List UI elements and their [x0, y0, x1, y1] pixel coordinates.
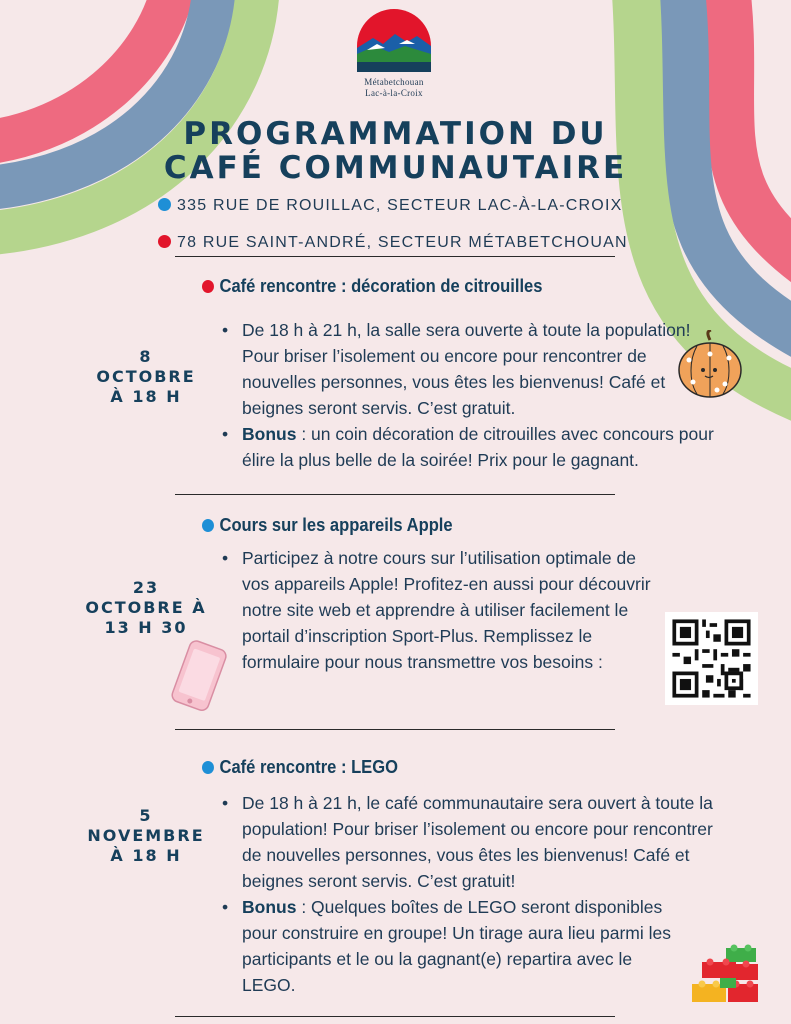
date-day: 8: [139, 347, 153, 366]
bonus-label: Bonus: [242, 897, 297, 917]
logo-emblem-icon: [355, 8, 433, 72]
logo-line-2: Lac-à-la-Croix: [365, 88, 423, 98]
date-time: 13 H 30: [104, 618, 188, 637]
event-2-description: [216, 545, 656, 675]
date-month: OCTOBRE À: [85, 598, 207, 617]
phone-icon: [164, 638, 236, 714]
event-title-text: Café rencontre : LEGO: [219, 757, 399, 777]
bullet-text: Participez à notre cours sur l’utilisation optimale de vos appareils Apple! Profitez-en aussi pour découvrir notre site web et apprendre à utiliser facilement le portail d’inscription Sport-Plus. Remplissez le formulaire pour nous transmettre vos besoins :: [242, 548, 651, 672]
date-month: OCTOBRE: [96, 367, 196, 386]
bonus-text: : Quelques boîtes de LEGO seront disponibles pour construire en groupe! Un tirage aura lieu parmi les participants et le ou la gagnant(e) repartira avec le LEGO.: [242, 897, 671, 995]
event-1-date: [81, 347, 211, 407]
list-item: [216, 317, 716, 421]
address-text: 78 RUE SAINT-ANDRÉ, SECTEUR MÉTABETCHOUAN: [177, 234, 628, 251]
event-title-text: Café rencontre : décoration de citrouilles: [219, 276, 543, 296]
qr-code[interactable]: [665, 612, 758, 705]
event-2-date: [81, 578, 211, 638]
date-month: NOVEMBRE: [87, 826, 205, 845]
bonus-label: Bonus: [242, 424, 297, 444]
date-time: À 18 H: [110, 387, 182, 406]
red-dot-icon: [158, 235, 171, 248]
divider: [175, 494, 615, 495]
municipality-logo: [355, 8, 433, 99]
list-item: [216, 421, 716, 473]
divider: [175, 1016, 615, 1017]
bullet-text: De 18 h à 21 h, le café communautaire sera ouvert à toute la population! Pour briser l’isolement ou encore pour rencontrer de nouvelles personnes, vous êtes les bienvenus! Café et beignes seront servis. C’est gratuit!: [242, 793, 713, 891]
event-title-text: Cours sur les appareils Apple: [219, 515, 453, 535]
lego-icon: [690, 944, 762, 1006]
divider: [175, 256, 615, 257]
list-item: [216, 545, 656, 675]
event-3-title: [202, 757, 398, 778]
pumpkin-icon: [677, 330, 743, 398]
event-2-title: [202, 515, 453, 536]
page-title-line-1: PROGRAMMATION DU: [183, 116, 608, 152]
address-metabetchouan: [158, 234, 628, 252]
page-title-line-2: CAFÉ COMMUNAUTAIRE: [163, 150, 628, 186]
logo-line-1: Métabetchouan: [364, 77, 424, 87]
date-time: À 18 H: [110, 846, 182, 865]
address-lac-a-la-croix: [158, 197, 622, 215]
event-1-title: [202, 276, 542, 297]
bonus-text: : un coin décoration de citrouilles avec concours pour élire la plus belle de la soirée! Prix pour le gagnant.: [242, 424, 714, 470]
divider: [175, 729, 615, 730]
address-text: 335 RUE DE ROUILLAC, SECTEUR LAC-À-LA-CROIX: [177, 197, 623, 214]
event-3-description: [216, 790, 726, 998]
date-day: 23: [132, 578, 160, 597]
event-1-description: [216, 317, 716, 473]
list-item: [216, 790, 726, 894]
list-item: [216, 894, 726, 998]
blue-dot-icon: [158, 198, 171, 211]
bullet-text: De 18 h à 21 h, la salle sera ouverte à toute la population! Pour briser l’isolement ou encore pour rencontrer de nouvelles personnes, vous êtes les bienvenus! Café et beignes seront servis. C’est gratuit.: [242, 320, 691, 418]
red-dot-icon: [202, 280, 214, 293]
blue-dot-icon: [202, 761, 214, 774]
blue-dot-icon: [202, 519, 214, 532]
event-3-date: [81, 806, 211, 866]
date-day: 5: [139, 806, 153, 825]
